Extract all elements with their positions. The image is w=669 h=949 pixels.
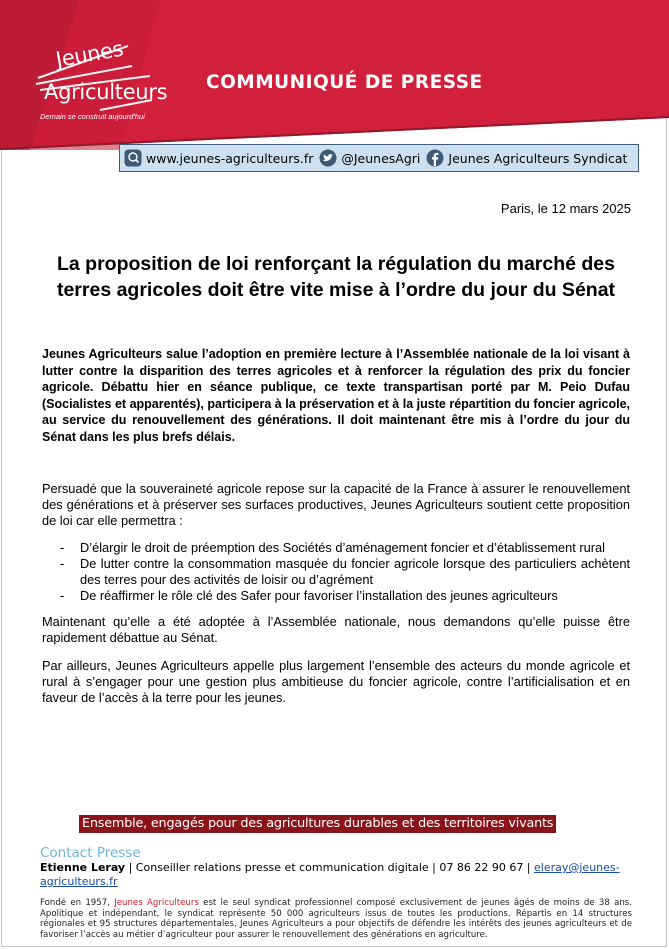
contact-email-link[interactable]: eleray@jeunes-agriculteurs.fr [40, 861, 620, 888]
list-item [42, 540, 630, 556]
body-paragraph-3: Par ailleurs, Jeunes Agriculteurs appelle plus largement l’ensemble des acteurs du monde agricole et rural à s’engager pour une gestion plus ambitieuse du foncier agricole, contre l’artificialisation et en faveur de l’accès à la terre pour les jeunes. [42, 658, 630, 705]
facebook-link[interactable] [426, 149, 627, 167]
footer-text-start: Fondé en 1957, [40, 898, 115, 908]
lead-paragraph: Jeunes Agriculteurs salue l’adoption en première lecture à l’Assemblée nationale de la loi visant à lutter contre la disparition des terres agricoles et à renforcer la régulation des prix du foncier agricole. Débattu hier en séance publique, ce texte transpartisan porté par M. Peio Dufau (Socialistes et apparentés), participera à la préservation et à la juste répartition du foncier agricole, au service du renouvellement des générations. Il doit maintenant être mis à l’ordre du jour du Sénat dans les plus brefs délais. [42, 347, 630, 444]
contact-heading: Contact Presse [40, 845, 141, 861]
contact-info: | Conseiller relations presse et communication digitale | 07 86 22 90 67 | [125, 861, 535, 874]
press-release-title: COMMUNIQUÉ DE PRESSE [206, 72, 483, 93]
release-date: Paris, le 12 mars 2025 [500, 201, 631, 216]
body-paragraph-2: Maintenant qu’elle a été adoptée à l’Assemblée nationale, nous demandons qu’elle puisse être rapidement débattue au Sénat. [42, 614, 630, 645]
header-banner [0, 0, 669, 150]
twitter-handle: @JeunesAgri [341, 150, 421, 166]
headline: La proposition de loi renforçant la régulation du marché des terres agricoles doit être vite mise à l’ordre du jour du Sénat [56, 253, 616, 301]
twitter-link[interactable] [319, 149, 420, 167]
website-icon [124, 149, 142, 167]
footer-text-end: est le seul syndicat professionnel composé exclusivement de jeunes âgés de moins de 38 ans. Apolitique et indépendant, le syndicat représente 50 000 agriculteurs issus de toutes les productions. Répartis en 14 structures régionales et 95 structures départementales, Jeunes Agriculteurs a pour objectifs de défendre les intérêts des jeunes agriculteurs et de favoriser l’accès au métier d’agriculteur pour assurer le renouvellement des générations en agriculture. [40, 898, 632, 940]
footer-brand: Jeunes Agriculteurs [114, 898, 199, 908]
logo-text-jeunes: Jeunes [54, 36, 125, 72]
twitter-icon [319, 149, 337, 167]
slogan-banner: Ensemble, engagés pour des agricultures durables et des territoires vivants [79, 815, 556, 833]
bullet-marker: - [60, 588, 65, 603]
social-links-bar [119, 144, 639, 172]
contact-details [40, 861, 620, 889]
list-item-text: D’élargir le droit de préemption des Sociétés d’aménagement foncier et d’établissement rural [80, 540, 605, 555]
list-item [42, 556, 630, 588]
bullet-list [42, 540, 630, 604]
contact-name: Etienne Leray [40, 861, 126, 874]
list-item [42, 588, 630, 604]
bullet-marker: - [60, 556, 65, 571]
website-url: www.jeunes-agriculteurs.fr [146, 150, 314, 166]
body-paragraph-1: Persuadé que la souveraineté agricole repose sur la capacité de la France à assurer le renouvellement des générations et à préserver ses surfaces productives, Jeunes Agriculteurs soutient cette proposition de loi car elle permettra : [42, 481, 630, 528]
list-item-text: De lutter contre la consommation masquée du foncier agricole lorsque des particuliers achètent des terres pour des activités de loisir ou d’agrément [80, 556, 630, 587]
list-item-text: De réaffirmer le rôle clé des Safer pour favoriser l’installation des jeunes agriculteurs [80, 588, 558, 603]
logo-tagline: Demain se construit aujourd'hui [40, 112, 145, 121]
logo-text-agriculteurs: Agriculteurs [44, 80, 168, 104]
footer-about [40, 898, 632, 940]
website-link[interactable] [124, 149, 313, 167]
facebook-icon [426, 149, 444, 167]
facebook-page: Jeunes Agriculteurs Syndicat [448, 150, 628, 166]
bullet-marker: - [60, 540, 65, 555]
